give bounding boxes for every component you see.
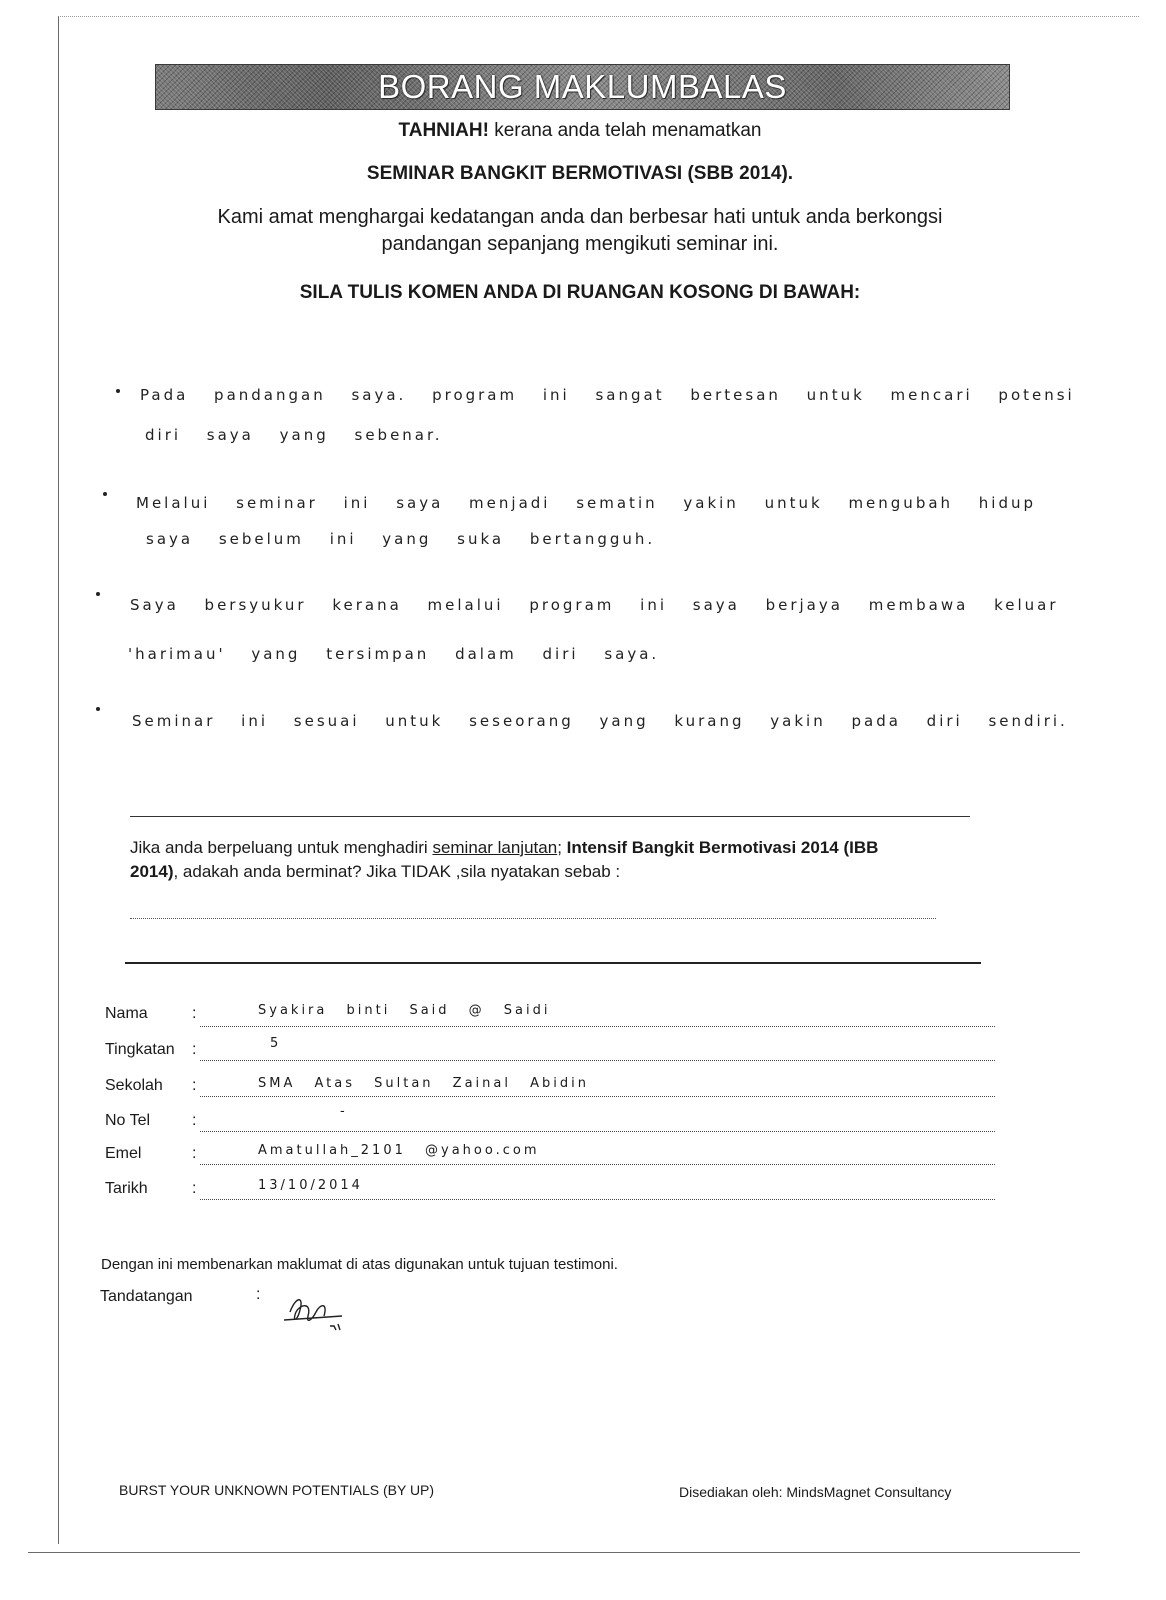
congrats-bold: TAHNIAH! (398, 120, 489, 141)
question-part-3: , adakah anda berminat? Jika TIDAK ,sila nyatakan sebab : (173, 862, 621, 881)
field-line-no-tel[interactable] (200, 1131, 995, 1132)
field-label-nama: Nama (105, 1005, 148, 1022)
field-line-emel[interactable] (200, 1164, 995, 1165)
appreciation-line-2: pandangan sepanjang mengikuti seminar ini. (381, 233, 779, 255)
reason-answer-line[interactable] (130, 918, 936, 919)
field-value-emel: Amatullah_2101 @yahoo.com (258, 1143, 540, 1158)
comment-2-line-2: saya sebelum ini yang suka bertangguh. (146, 530, 656, 548)
section-divider (125, 962, 981, 964)
question-bold-1: Intensif Bangkit Bermotivasi 2014 (IBB (566, 838, 879, 857)
field-value-tarikh: 13/10/2014 (258, 1178, 363, 1193)
comment-bullet (103, 492, 107, 496)
field-value-nama: Syakira binti Said @ Saidi (258, 1003, 551, 1018)
congrats-rest: kerana anda telah menamatkan (488, 120, 762, 141)
footer-prepared-by: Disediakan oleh: MindsMagnet Consultancy (679, 1484, 952, 1500)
question-underlined: seminar lanjutan (432, 838, 558, 857)
field-line-nama[interactable] (200, 1026, 995, 1027)
congrats-line (120, 120, 1040, 142)
field-colon: : (192, 1145, 197, 1162)
field-value-sekolah: SMA Atas Sultan Zainal Abidin (258, 1076, 589, 1091)
declaration-text: Dengan ini membenarkan maklumat di atas digunakan untuk tujuan testimoni. (101, 1256, 618, 1273)
comment-3-line-1: Saya bersyukur kerana melalui program ini saya berjaya membawa keluar (130, 596, 1059, 614)
signature-colon: : (256, 1286, 261, 1303)
field-label-no-tel: No Tel (105, 1112, 151, 1129)
follow-up-question (130, 836, 980, 884)
field-line-tarikh[interactable] (200, 1199, 995, 1200)
seminar-name: SEMINAR BANGKIT BERMOTIVASI (SBB 2014). (366, 163, 794, 184)
footer-tagline: BURST YOUR UNKNOWN POTENTIALS (BY UP) (119, 1482, 435, 1498)
field-value-tingkatan: 5 (270, 1036, 282, 1051)
comment-4-line-1: Seminar ini sesuai untuk seseorang yang kurang yakin pada diri sendiri. (132, 712, 1068, 730)
field-line-sekolah[interactable] (200, 1096, 995, 1097)
field-colon: : (192, 1112, 197, 1129)
question-bold-2: 2014) (130, 862, 174, 881)
handwritten-signature (282, 1290, 362, 1338)
comment-bullet (116, 389, 120, 393)
comment-3-line-2: 'harimau' yang tersimpan dalam diri saya. (128, 645, 660, 663)
comment-bullet (96, 707, 100, 711)
appreciation-line-1: Kami amat menghargai kedatangan anda dan berbesar hati untuk anda berkongsi (217, 206, 943, 228)
comment-bullet (96, 592, 100, 596)
form-title: BORANG MAKLUMBALAS (378, 68, 787, 105)
field-value-no-tel: - (340, 1104, 348, 1119)
field-line-tingkatan[interactable] (200, 1060, 995, 1061)
comment-1-line-2: diri saya yang sebenar. (145, 426, 443, 444)
field-label-emel: Emel (105, 1145, 142, 1162)
form-title-banner (155, 64, 1010, 110)
field-colon: : (192, 1041, 197, 1058)
field-label-tingkatan: Tingkatan (105, 1041, 175, 1058)
question-part-1: Jika anda berpeluang untuk menghadiri (130, 838, 433, 857)
comment-2-line-1: Melalui seminar ini saya menjadi sematin yakin untuk mengubah hidup (136, 494, 1037, 512)
comment-instruction: SILA TULIS KOMEN ANDA DI RUANGAN KOSONG DI BAWAH: (299, 282, 861, 303)
field-colon: : (192, 1180, 197, 1197)
field-colon: : (192, 1077, 197, 1094)
page-bottom-rule (28, 1552, 1080, 1553)
comment-1-line-1: Pada pandangan saya. program ini sangat bertesan untuk mencari potensi (140, 386, 1075, 404)
comments-end-rule (130, 816, 970, 817)
question-part-2: ; (557, 838, 567, 857)
field-colon: : (192, 1005, 197, 1022)
signature-label: Tandatangan (100, 1288, 193, 1305)
field-label-sekolah: Sekolah (105, 1077, 163, 1094)
field-label-tarikh: Tarikh (105, 1180, 148, 1197)
